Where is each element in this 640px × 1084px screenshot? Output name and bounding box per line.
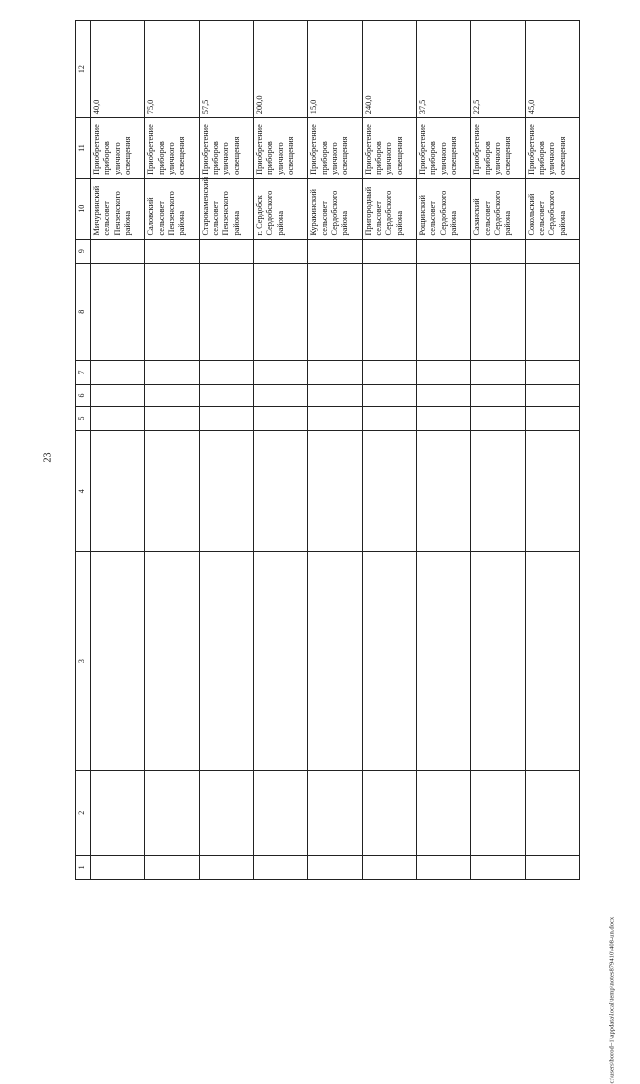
empty-cell xyxy=(91,406,145,430)
empty-cell xyxy=(525,406,579,430)
empty-cell xyxy=(525,552,579,770)
table-row xyxy=(416,21,470,880)
empty-cell xyxy=(253,431,307,552)
amount-cell: 40,0 xyxy=(91,21,145,118)
column-number: 4 xyxy=(76,431,91,552)
empty-cell xyxy=(416,239,470,263)
empty-cell xyxy=(525,770,579,855)
recipient-cell: Пригородный сельсовет Сердобского района xyxy=(362,178,416,239)
column-number: 5 xyxy=(76,406,91,430)
column-number: 2 xyxy=(76,770,91,855)
purpose-cell: Приобретение приборов уличного освещения xyxy=(199,118,253,179)
empty-cell xyxy=(471,431,525,552)
column-number: 11 xyxy=(76,118,91,179)
amount-cell: 75,0 xyxy=(145,21,199,118)
column-number: 3 xyxy=(76,552,91,770)
empty-cell xyxy=(145,406,199,430)
empty-cell xyxy=(471,406,525,430)
empty-cell xyxy=(525,855,579,879)
empty-cell xyxy=(308,770,362,855)
table-row xyxy=(145,21,199,880)
empty-cell xyxy=(308,360,362,384)
empty-cell xyxy=(416,770,470,855)
empty-cell xyxy=(253,406,307,430)
column-number: 7 xyxy=(76,360,91,384)
column-number-row xyxy=(76,21,91,880)
column-number: 1 xyxy=(76,855,91,879)
empty-cell xyxy=(525,360,579,384)
purpose-cell: Приобретение приборов уличного освещения xyxy=(525,118,579,179)
empty-cell xyxy=(199,263,253,360)
empty-cell xyxy=(525,431,579,552)
empty-cell xyxy=(199,360,253,384)
empty-cell xyxy=(91,263,145,360)
empty-cell xyxy=(362,431,416,552)
empty-cell xyxy=(416,552,470,770)
purpose-cell: Приобретение приборов уличного освещения xyxy=(91,118,145,179)
empty-cell xyxy=(308,406,362,430)
amount-cell: 57,5 xyxy=(199,21,253,118)
purpose-cell: Приобретение приборов уличного освещения xyxy=(362,118,416,179)
empty-cell xyxy=(525,385,579,407)
empty-cell xyxy=(145,385,199,407)
footer-file-path xyxy=(592,0,616,1084)
empty-cell xyxy=(91,385,145,407)
empty-cell xyxy=(416,431,470,552)
empty-cell xyxy=(525,263,579,360)
empty-cell xyxy=(362,360,416,384)
empty-cell xyxy=(199,431,253,552)
table-row xyxy=(253,21,307,880)
empty-cell xyxy=(199,239,253,263)
column-number: 8 xyxy=(76,263,91,360)
column-number: 9 xyxy=(76,239,91,263)
empty-cell xyxy=(416,263,470,360)
empty-cell xyxy=(145,552,199,770)
footer-file-path-text: c:\users\borod~1\appdata\local\temp\notes879410\408-un.docx xyxy=(608,916,616,1084)
empty-cell xyxy=(199,552,253,770)
empty-cell xyxy=(362,385,416,407)
empty-cell xyxy=(145,360,199,384)
amount-cell: 22,5 xyxy=(471,21,525,118)
empty-cell xyxy=(145,855,199,879)
empty-cell xyxy=(362,770,416,855)
table-row xyxy=(525,21,579,880)
empty-cell xyxy=(199,855,253,879)
column-number: 10 xyxy=(76,178,91,239)
empty-cell xyxy=(416,385,470,407)
empty-cell xyxy=(416,855,470,879)
empty-cell xyxy=(253,263,307,360)
empty-cell xyxy=(362,263,416,360)
recipient-cell: Сазанский сельсовет Сердобского района xyxy=(471,178,525,239)
empty-cell xyxy=(199,406,253,430)
recipient-cell: г. Сердобск Сердобского района xyxy=(253,178,307,239)
rotated-table-container xyxy=(75,20,580,880)
purpose-cell: Приобретение приборов уличного освещения xyxy=(416,118,470,179)
table-row xyxy=(91,21,145,880)
empty-cell xyxy=(253,360,307,384)
empty-cell xyxy=(525,239,579,263)
empty-cell xyxy=(91,552,145,770)
purpose-cell: Приобретение приборов уличного освещения xyxy=(308,118,362,179)
empty-cell xyxy=(471,385,525,407)
empty-cell xyxy=(91,855,145,879)
data-table xyxy=(75,20,580,880)
empty-cell xyxy=(91,360,145,384)
purpose-cell: Приобретение приборов уличного освещения xyxy=(253,118,307,179)
amount-cell: 45,0 xyxy=(525,21,579,118)
empty-cell xyxy=(471,552,525,770)
empty-cell xyxy=(253,385,307,407)
empty-cell xyxy=(416,406,470,430)
empty-cell xyxy=(471,239,525,263)
empty-cell xyxy=(145,770,199,855)
empty-cell xyxy=(471,770,525,855)
empty-cell xyxy=(253,552,307,770)
empty-cell xyxy=(362,552,416,770)
empty-cell xyxy=(308,855,362,879)
empty-cell xyxy=(362,406,416,430)
empty-cell xyxy=(253,239,307,263)
empty-cell xyxy=(308,552,362,770)
empty-cell xyxy=(91,239,145,263)
amount-cell: 15,0 xyxy=(308,21,362,118)
amount-cell: 37,5 xyxy=(416,21,470,118)
empty-cell xyxy=(91,770,145,855)
empty-cell xyxy=(145,263,199,360)
purpose-cell: Приобретение приборов уличного освещения xyxy=(471,118,525,179)
empty-cell xyxy=(471,263,525,360)
empty-cell xyxy=(362,855,416,879)
amount-cell: 240,0 xyxy=(362,21,416,118)
empty-cell xyxy=(471,360,525,384)
table-row xyxy=(199,21,253,880)
recipient-cell: Саловский сельсовет Пензенского района xyxy=(145,178,199,239)
column-number: 6 xyxy=(76,385,91,407)
empty-cell xyxy=(199,770,253,855)
empty-cell xyxy=(471,855,525,879)
table-row xyxy=(362,21,416,880)
page-number: 23 xyxy=(42,452,54,463)
amount-cell: 200,0 xyxy=(253,21,307,118)
empty-cell xyxy=(362,239,416,263)
recipient-cell: Сокольский сельсовет Сердобского района xyxy=(525,178,579,239)
purpose-cell: Приобретение приборов уличного освещения xyxy=(145,118,199,179)
empty-cell xyxy=(308,239,362,263)
empty-cell xyxy=(308,385,362,407)
empty-cell xyxy=(416,360,470,384)
column-number: 12 xyxy=(76,21,91,118)
recipient-cell: Рощинский сельсовет Сердобского района xyxy=(416,178,470,239)
empty-cell xyxy=(308,263,362,360)
empty-cell xyxy=(145,239,199,263)
table-row xyxy=(471,21,525,880)
empty-cell xyxy=(308,431,362,552)
empty-cell xyxy=(91,431,145,552)
table-row xyxy=(308,21,362,880)
empty-cell xyxy=(253,855,307,879)
recipient-cell: Куракинский сельсовет Сердобского района xyxy=(308,178,362,239)
recipient-cell: Мичуринский сельсовет Пензенского района xyxy=(91,178,145,239)
empty-cell xyxy=(253,770,307,855)
empty-cell xyxy=(199,385,253,407)
empty-cell xyxy=(145,431,199,552)
recipient-cell: Старокаменский сельсовет Пензенского района xyxy=(199,178,253,239)
